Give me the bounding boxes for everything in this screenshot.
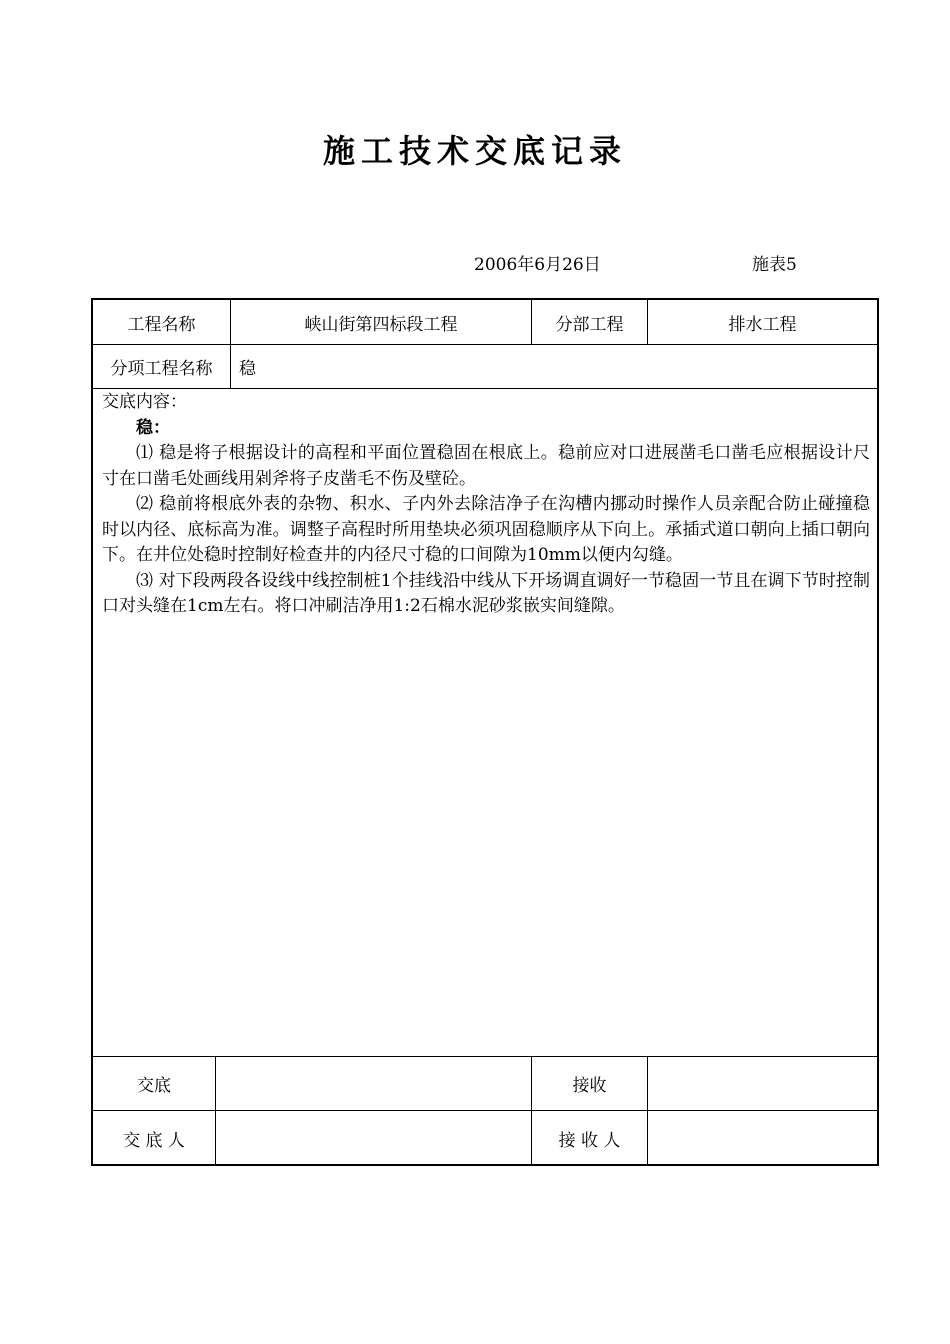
content-subtitle: 稳：	[136, 417, 170, 438]
project-name-label: 工程名称	[127, 314, 196, 335]
receiver-label: 接 收 人	[558, 1131, 621, 1151]
content-paragraph-3: ⑶ 对下段两段各设线中线控制桩1个挂线沿中线从下开场调直调好一节稳固一节且在调下节时控制口对头缝在1cm左右。将口冲刷洁净用1:2石棉水泥砂浆嵌实间缝隙。	[102, 570, 870, 616]
content-label: 交底内容：	[102, 392, 187, 412]
receive-label: 接收	[572, 1076, 607, 1096]
division-label: 分部工程	[555, 314, 624, 335]
handover-label: 交底	[137, 1076, 171, 1096]
content-paragraph-1: ⑴ 稳是将子根据设计的高程和平面位置稳固在根底上。稳前应对口进展凿毛口凿毛应根据设计尺寸在口凿毛处画线用剁斧将子皮凿毛不伤及壁砼。	[102, 443, 870, 489]
handover-field[interactable]	[216, 1057, 531, 1110]
handover-person-label: 交 底 人	[123, 1131, 185, 1151]
form-number: 施表5	[752, 255, 797, 275]
receiver-field[interactable]	[648, 1111, 877, 1166]
project-name-value[interactable]: 峡山街第四标段工程	[304, 314, 458, 335]
record-table	[91, 298, 879, 1166]
content-paragraph-2: ⑵ 稳前将根底外表的杂物、积水、子内外去除洁净子在沟槽内挪动时操作人员亲配合防止碰撞稳时以内径、底标高为准。调整子高程时所用垫块必须巩固稳顺序从下向上。承插式道口朝向上插口朝向下。在井位处稳时控制好检查井的内径尺寸稳的口间隙为10mm以便内勾缝。	[102, 494, 870, 565]
record-date: 2006年6月26日	[474, 255, 601, 275]
division-value[interactable]: 排水工程	[728, 314, 797, 335]
handover-person-field[interactable]	[216, 1111, 531, 1166]
row-divider	[93, 388, 877, 389]
handover-content[interactable]	[102, 390, 870, 620]
subitem-label: 分项工程名称	[110, 359, 213, 379]
subitem-value[interactable]: 稳	[239, 359, 256, 379]
receive-field[interactable]	[648, 1057, 877, 1110]
page-title: 施工技术交底记录	[322, 132, 627, 170]
